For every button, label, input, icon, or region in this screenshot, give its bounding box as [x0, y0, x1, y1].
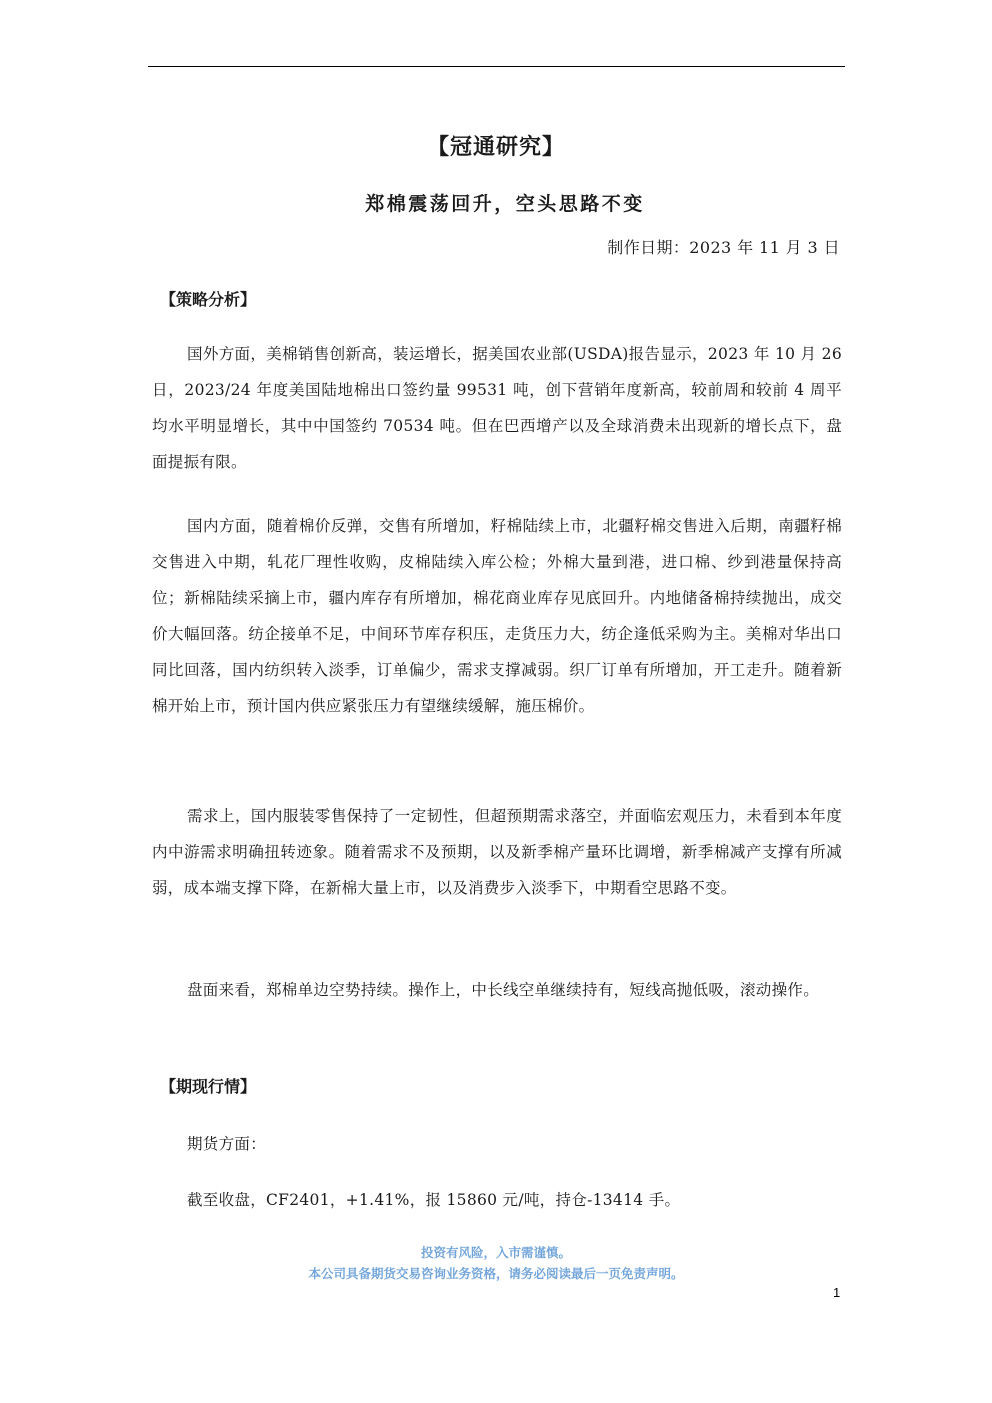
report-title: 郑棉震荡回升，空头思路不变 — [365, 193, 645, 215]
report-date: 制作日期：2023 年 11 月 3 日 — [607, 238, 840, 257]
page-number: 1 — [833, 1285, 841, 1300]
section-heading-market: 【期现行情】 — [160, 1077, 257, 1096]
section-heading-strategy: 【策略分析】 — [160, 290, 257, 309]
paragraph-outlook: 盘面来看，郑棉单边空势持续。操作上，中长线空单继续持有，短线高抛低吸，滚动操作。 — [187, 981, 820, 999]
paragraph-domestic: 国内方面，随着棉价反弹，交售有所增加，籽棉陆续上市，北疆籽棉交售进入后期，南疆籽棉交售进入中期，轧花厂理性收购，皮棉陆续入库公检；外棉大量到港，进口棉、纱到港量保持高位；新棉陆续采摘上市，疆内库存有所增加，棉花商业库存见底回升。内地储备棉持续抛出，成交价大幅回落。纺企接单不足，中间环节库存积压，走货压力大，纺企逢低采购为主。美棉对华出口同比回落，国内纺织转入淡季，订单偏少，需求支撑减弱。织厂订单有所增加，开工走升。随着新棉开始上市，预计国内供应紧张压力有望继续缓解，施压棉价。 — [152, 517, 842, 715]
disclaimer-notice: 本公司具备期货交易咨询业务资格，请务必阅读最后一页免责声明。 — [308, 1266, 684, 1281]
futures-quote-line: 截至收盘，CF2401，+1.41%，报 15860 元/吨，持仓-13414 手。 — [187, 1191, 681, 1209]
futures-label: 期货方面： — [187, 1135, 267, 1153]
paragraph-overseas: 国外方面，美棉销售创新高，装运增长，据美国农业部(USDA)报告显示，2023 年 10 月 26 日，2023/24 年度美国陆地棉出口签约量 99531 吨，创下营销年度新高，较前周和较前 4 周平均水平明显增长，其中中国签约 70534 吨。但在巴西增产以及全球消费未出现新的增长点下，盘面提振有限。 — [152, 345, 842, 471]
paragraph-demand: 需求上，国内服装零售保持了一定韧性，但超预期需求落空，并面临宏观压力，未看到本年度内中游需求明确扭转迹象。随着需求不及预期，以及新季棉产量环比调增，新季棉减产支撑有所减弱，成本端支撑下降，在新棉大量上市，以及消费步入淡季下，中期看空思路不变。 — [152, 807, 842, 897]
risk-warning: 投资有风险，入市需谨慎。 — [420, 1245, 571, 1260]
header-rule — [148, 66, 845, 67]
brand-title: 【冠通研究】 — [426, 134, 565, 160]
